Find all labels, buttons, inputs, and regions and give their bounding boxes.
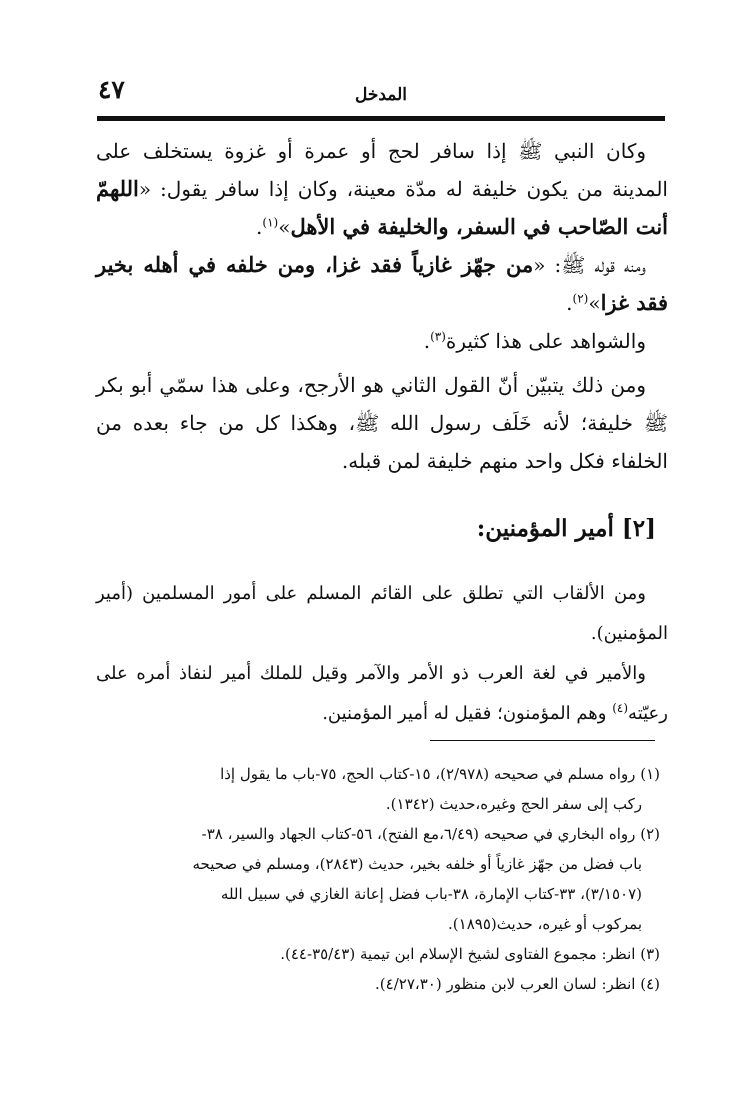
footnote-text: انظر: مجموع الفتاوى لشيخ الإسلام ابن تيمية (٣٥/٤٣-٤٤). <box>280 945 636 963</box>
footnote-2-cont-c: بمركوب أو غيره، حديث(١٨٩٥). <box>448 915 642 933</box>
footnote-marker: (٤) <box>640 975 660 993</box>
quote-close-1: » <box>278 215 291 239</box>
main-text <box>96 132 668 480</box>
section-title: أمير المؤمنين: <box>476 515 614 542</box>
footnote-ref-1: (١) <box>262 215 279 230</box>
footnote-text: انظر: لسان العرب لابن منظور (٤/٢٧،٣٠). <box>375 975 636 993</box>
footnote-ref-4: (٤) <box>612 701 629 715</box>
paragraph-1-end: . <box>256 215 263 239</box>
header-rule <box>97 116 665 121</box>
footnote-1-cont: ركب إلى سفر الحج وغيره،حديث (١٣٤٢). <box>385 795 642 813</box>
section-text <box>96 574 668 734</box>
footnote-2-cont-a: باب فضل من جهّز غازياً أو خلفه بخير، حديث (٢٨٤٣)، ومسلم في صحيحه <box>192 855 642 873</box>
footnote-2 <box>90 819 660 849</box>
footnote-separator <box>430 740 655 741</box>
footnote-marker: (٢) <box>640 825 660 843</box>
footnote-text: رواه مسلم في صحيحه (٢/٩٧٨)، ١٥-كتاب الحج، ٧٥-باب ما يقول إذا <box>220 765 636 783</box>
paragraph-5: ومن الألقاب التي تطلق على القائم المسلم على أمور المسلمين (أمير المؤمنين). <box>96 583 668 644</box>
paragraph-1-intro: وكان النبي ﷺ إذا سافر لحج أو عمرة أو غزوة يستخلف على المدينة من يكون خليفة له مدّة معينة، وكان إذا سافر يقول: « <box>96 139 668 201</box>
footnote-2-cont-b: (٣/١٥٠٧)، ٣٣-كتاب الإمارة، ٣٨-باب فضل إعانة الغازي في سبيل الله <box>220 885 642 903</box>
paragraph-6-text-a: والأمير في لغة العرب ذو الأمر والآمر وقيل للملك أمير لنفاذ أمره على رعيّته <box>96 663 668 724</box>
section-number: [٢] <box>621 515 656 542</box>
paragraph-2-intro: ومنه قوله ﷺ: « <box>533 253 646 277</box>
footnote-4 <box>90 969 660 999</box>
quote-close-2: » <box>588 291 601 315</box>
footnote-1 <box>90 759 660 789</box>
paragraph-6 <box>96 654 668 734</box>
paragraph-3-end: . <box>423 329 431 353</box>
section-heading <box>96 515 656 542</box>
paragraph-4: ومن ذلك يتبيّن أنّ القول الثاني هو الأرجح، وعلى هذا سمّي أبو بكر ﷺ خليفة؛ لأنه خَلَف رسول الله ﷺ، وهكذا كل من جاء بعده من الخلفاء فكل واحد منهم خليفة لمن قبله. <box>96 373 668 473</box>
footnote-ref-3: (٣) <box>430 329 446 344</box>
paragraph-2 <box>96 246 668 322</box>
footnote-3 <box>90 939 660 969</box>
paragraph-3 <box>96 322 668 360</box>
footnote-marker: (١) <box>640 765 660 783</box>
hadith-quote-1: اللهمّ أنت الصّاحب في السفر، والخليفة في الأهل <box>96 176 668 239</box>
page-number: ٤٧ <box>98 75 125 104</box>
paragraph-1 <box>96 132 668 246</box>
paragraph-2-end: . <box>566 291 573 315</box>
page-header <box>98 75 664 109</box>
footnotes <box>90 759 660 999</box>
footnote-text: رواه البخاري في صحيحه (٦/٤٩،مع الفتح)، ٥٦-كتاب الجهاد والسير، ٣٨- <box>201 825 636 843</box>
hadith-quote-2: من جهّز غازياً فقد غزا، ومن خلفه في أهله بخير فقد غزا <box>96 252 668 315</box>
running-title: المدخل <box>354 85 408 105</box>
paragraph-6-text-b: وهم المؤمنون؛ فقيل له أمير المؤمنين. <box>322 703 613 724</box>
footnote-ref-2: (٢) <box>572 291 589 306</box>
paragraph-3-text: والشواهد على هذا كثيرة <box>445 329 646 353</box>
footnote-marker: (٣) <box>640 945 660 963</box>
